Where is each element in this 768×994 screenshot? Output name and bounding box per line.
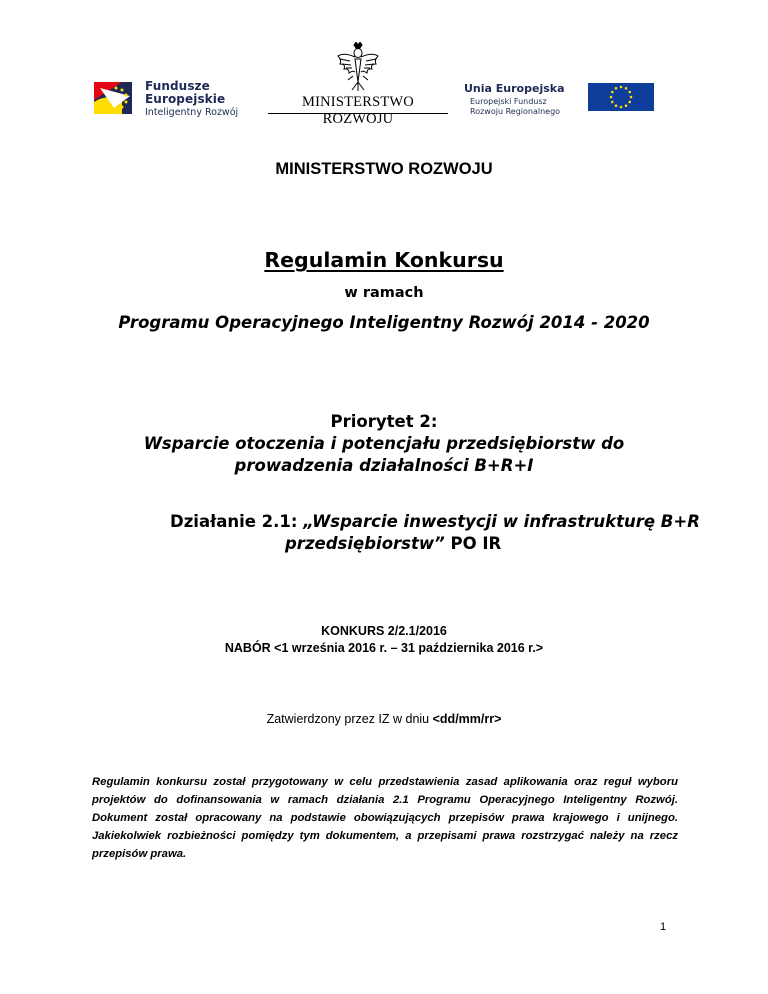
document-title: Regulamin Konkursu (264, 248, 504, 272)
ministry-heading: MINISTERSTWO ROZWOJU (275, 160, 493, 178)
fundusze-europejskie-emblem-icon (92, 78, 138, 116)
fundusze-logo-line3: Inteligentny Rozwój (145, 107, 239, 118)
approval-date: <dd/mm/rr> (432, 712, 502, 726)
eu-fund-logo (464, 82, 594, 122)
approval-text: Zatwierdzony przez IZ w dniu (266, 712, 433, 726)
eu-flag-icon (588, 83, 654, 111)
page-number: 1 (660, 921, 667, 933)
eu-logo-line3: Rozwoju Regionalnego (470, 107, 561, 116)
action-name-line2: przedsiębiorstw” (285, 534, 445, 553)
ministry-logo-text: MINISTERSTWO ROZWOJU (302, 94, 414, 127)
eu-logo-line2: Europejski Fundusz (470, 97, 547, 106)
action-line1 (170, 512, 700, 531)
title-in-frame: w ramach (344, 285, 424, 301)
polish-eagle-icon (336, 42, 380, 92)
action-line2 (285, 534, 501, 553)
action-name-line1: „Wsparcie inwestycji w infrastrukturę B+R (303, 512, 700, 531)
eu-logo-line1: Unia Europejska (464, 82, 565, 95)
fundusze-logo-line2: Europejskie (145, 92, 226, 106)
disclaimer-paragraph: Regulamin konkursu został przygotowany w celu przedstawienia zasad aplikowania oraz reguł wyboru projektów do dofinansowania w ramach działania 2.1 Programu Operacyjnego Inteligentny Rozwój. Dokument został opracowany na podstawie obowiązujących przepisów prawa krajowego i unijnego. Jakiekolwiek rozbieżności pomiędzy tym dokumentem, a przepisami prawa rozstrzygać należy na rzecz przepisów prawa. (92, 776, 678, 860)
priority-name-line1: Wsparcie otoczenia i potencjału przedsiębiorstw do (143, 434, 625, 453)
ministry-logo (268, 42, 448, 127)
action-suffix: PO IR (444, 534, 502, 553)
ministry-logo-rule (268, 113, 448, 114)
programme-name: Programu Operacyjnego Inteligentny Rozwój 2014 - 2020 (118, 313, 650, 332)
approval-line (0, 712, 768, 726)
fundusze-logo-line1: Fundusze (145, 79, 210, 93)
priority-name-line2: prowadzenia działalności B+R+I (234, 456, 534, 475)
competition-code: KONKURS 2/2.1/2016 (321, 624, 447, 638)
action-prefix: Działanie 2.1: (170, 512, 304, 531)
priority-label: Priorytet 2: (330, 412, 438, 431)
fundusze-europejskie-logo (92, 72, 262, 118)
recruitment-period: NABÓR <1 września 2016 r. – 31 października 2016 r.> (224, 641, 544, 655)
